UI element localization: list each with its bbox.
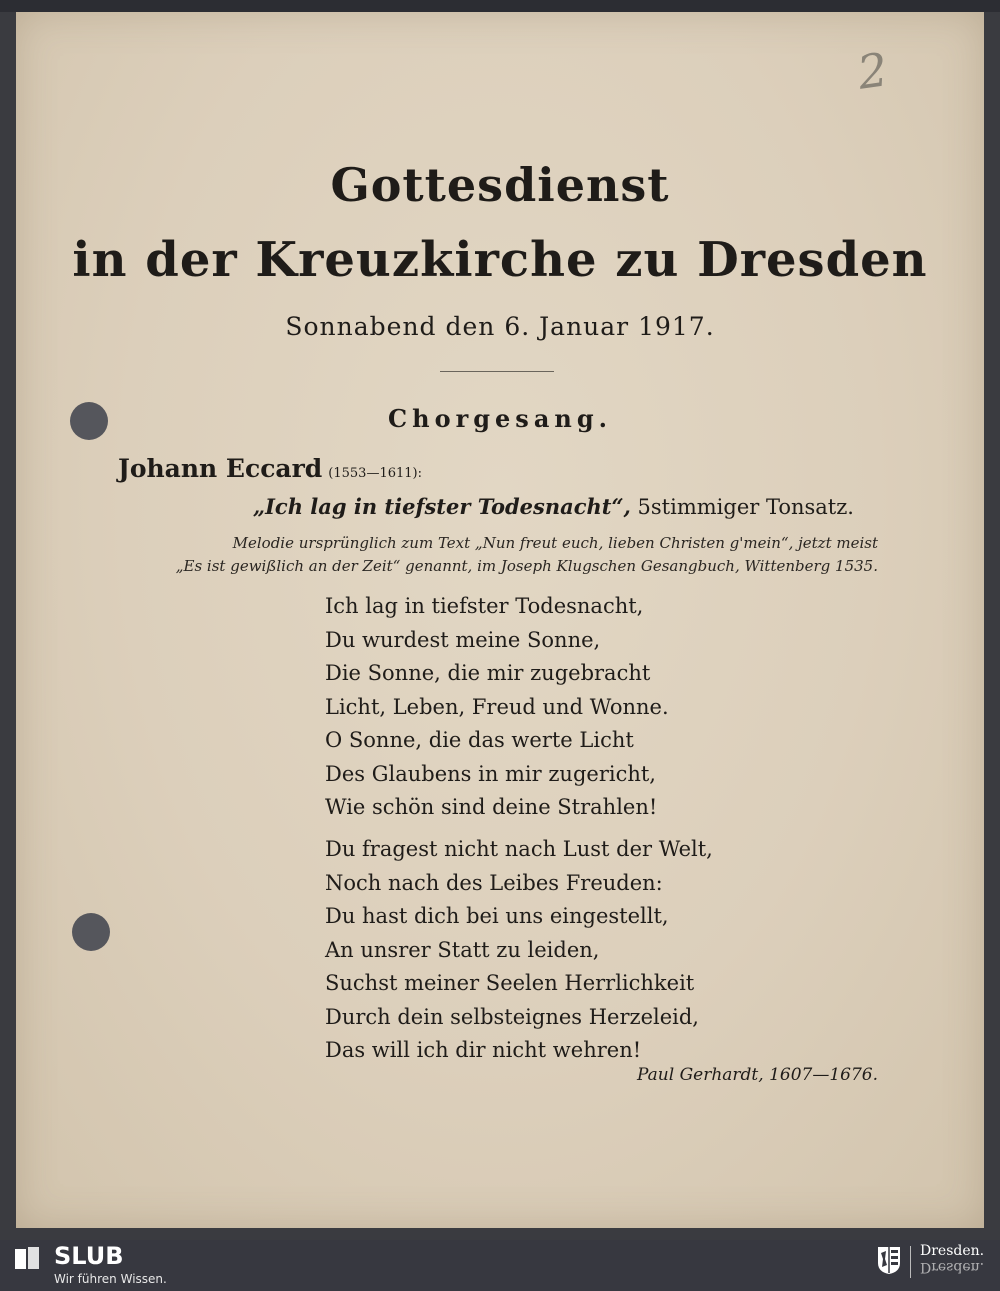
viewer-footer <box>0 1240 1000 1291</box>
verse-line: Du fragest nicht nach Lust der Welt, <box>325 837 713 861</box>
verse-line: Noch nach des Leibes Freuden: <box>325 870 663 895</box>
verse-line: Wie schön sind deine Strahlen! <box>325 795 658 819</box>
slub-book-icon[interactable] <box>14 1245 40 1273</box>
footer-divider <box>910 1246 911 1278</box>
verse-line: O Sonne, die das werte Licht <box>325 728 634 752</box>
section-heading: Chorgesang. <box>388 404 612 433</box>
verse-line: Durch dein selbsteignes Herzeleid, <box>325 1004 699 1029</box>
verse-line: Das will ich dir nicht wehren! <box>325 1038 642 1062</box>
verse-line: An unsrer Statt zu leiden, <box>325 937 600 962</box>
hymn-author: Paul Gerhardt, 1607—1676. <box>636 1065 878 1085</box>
service-date: Sonnabend den 6. Januar 1917. <box>285 312 715 341</box>
title-line-1: Gottesdienst <box>330 158 670 212</box>
verse-line: Ich lag in tiefster Todesnacht, <box>325 594 644 618</box>
composer-name: Johann Eccard <box>118 454 323 483</box>
verse-line: Suchst meiner Seelen Herrlichkeit <box>325 971 695 995</box>
divider <box>440 371 554 372</box>
slub-brand-name[interactable]: SLUB <box>54 1242 124 1270</box>
verse-line: Des Glaubens in mir zugericht, <box>325 761 656 786</box>
dresden-name[interactable]: Dresden. <box>920 1243 985 1259</box>
melody-note-line: „Es ist gewißlich an der Zeit“ genannt, im Joseph Klugschen Gesangbuch, Wittenberg 1535. <box>175 557 878 575</box>
verse-line: Du wurdest meine Sonne, <box>325 627 601 652</box>
verse-line: Licht, Leben, Freud und Wonne. <box>325 694 669 719</box>
scan-border <box>0 0 1000 12</box>
title-line-2: in der Kreuzkirche zu Dresden <box>72 232 928 288</box>
verse-line: Du hast dich bei uns eingestellt, <box>325 904 669 928</box>
slub-tagline: Wir führen Wissen. <box>54 1272 167 1286</box>
composer-years: (1553—1611): <box>328 466 422 481</box>
work-type: 5stimmiger Tonsatz. <box>637 495 854 519</box>
work-title: „Ich lag in tiefster Todesnacht“, <box>253 494 631 519</box>
melody-note-line: Melodie ursprünglich zum Text „Nun freut euch, lieben Christen g'mein“, jetzt meist <box>232 534 878 552</box>
verse-2 <box>325 833 713 1068</box>
verse-1 <box>325 590 669 825</box>
dresden-name-mirrored: Dresden. <box>920 1259 985 1275</box>
dresden-crest-icon[interactable] <box>876 1245 902 1275</box>
punch-hole-bottom <box>72 913 110 951</box>
composer-line <box>118 454 422 483</box>
work-line <box>253 494 854 519</box>
page-number: 2 <box>854 42 891 100</box>
verse-line: Die Sonne, die mir zugebracht <box>325 661 651 685</box>
